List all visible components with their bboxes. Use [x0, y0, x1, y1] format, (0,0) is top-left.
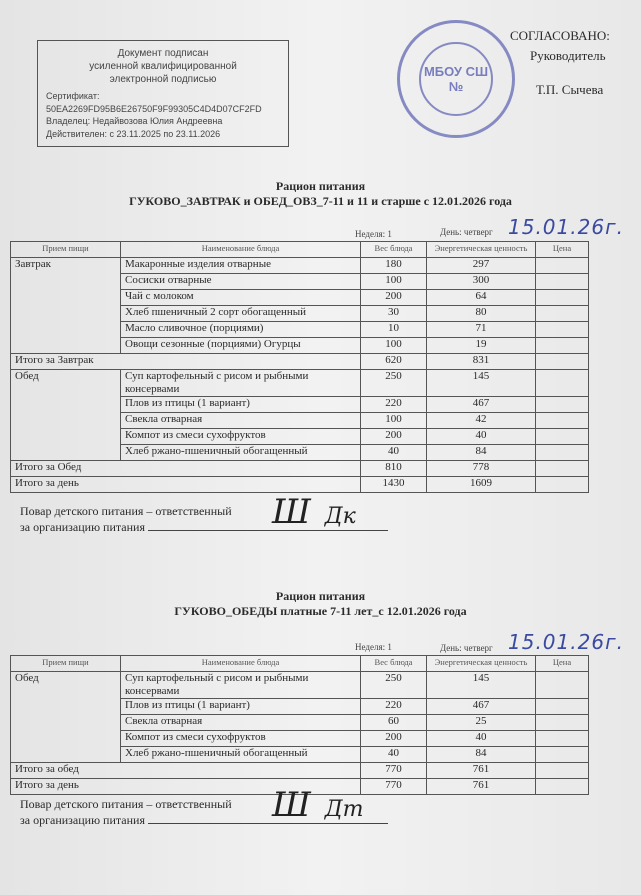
table-cell: 200 — [361, 731, 427, 747]
table-cell: Итого за Завтрак — [11, 354, 361, 370]
table-cell: Плов из птицы (1 вариант) — [121, 397, 361, 413]
col-header: Энергетическая ценность — [427, 242, 536, 258]
table-cell: 467 — [427, 699, 536, 715]
table-cell: 300 — [427, 274, 536, 290]
table-cell: Завтрак — [11, 258, 121, 354]
col-header: Наименование блюда — [121, 656, 361, 672]
cook-line1: Повар детского питания – ответственный — [20, 504, 232, 518]
table-cell: 810 — [361, 461, 427, 477]
sig-line: усиленной квалифицированной — [89, 61, 237, 72]
table-cell: 100 — [361, 413, 427, 429]
table-cell: 180 — [361, 258, 427, 274]
menu2-table — [10, 655, 589, 795]
price-cell — [536, 699, 589, 715]
table-cell: Овощи сезонные (порциями) Огурцы — [121, 338, 361, 354]
menu1-handwritten-date: 15.01.26г. — [508, 215, 624, 239]
school-stamp — [397, 20, 515, 138]
cert-owner: Владелец: Недайвозова Юлия Андреевна — [46, 116, 223, 126]
table-cell: Итого за день — [11, 779, 361, 795]
table-cell: Суп картофельный с рисом и рыбными консервами — [121, 672, 361, 699]
table-cell: 100 — [361, 274, 427, 290]
table-cell: 250 — [361, 370, 427, 397]
table-cell: 200 — [361, 429, 427, 445]
e-signature-box — [37, 40, 289, 147]
price-cell — [536, 715, 589, 731]
table-header — [11, 242, 589, 258]
table-cell: 30 — [361, 306, 427, 322]
table-cell: 42 — [427, 413, 536, 429]
price-cell — [536, 763, 589, 779]
table-cell: Чай с молоком — [121, 290, 361, 306]
table-cell: 84 — [427, 747, 536, 763]
stamp-text: МБОУ СШ № — [419, 42, 493, 116]
table-cell: 40 — [427, 429, 536, 445]
table-cell: 200 — [361, 290, 427, 306]
table-cell: Компот из смеси сухофруктов — [121, 731, 361, 747]
cook-line2: за организацию питания — [20, 520, 145, 534]
table-row — [11, 672, 589, 699]
price-cell — [536, 338, 589, 354]
table-cell: Компот из смеси сухофруктов — [121, 429, 361, 445]
table-cell: Масло сливочное (порциями) — [121, 322, 361, 338]
price-cell — [536, 354, 589, 370]
menu1-table — [10, 241, 589, 493]
sig-line: Документ подписан — [117, 48, 209, 59]
table-cell: 220 — [361, 699, 427, 715]
menu2-handwritten-date: 15.01.26г. — [508, 630, 624, 654]
col-header: Энергетическая ценность — [427, 656, 536, 672]
menu2-week: Неделя: 1 — [355, 642, 392, 652]
table-cell: Свекла отварная — [121, 413, 361, 429]
table-cell: 100 — [361, 338, 427, 354]
price-cell — [536, 779, 589, 795]
col-header: Прием пищи — [11, 656, 121, 672]
table-row — [11, 258, 589, 274]
approval-block — [510, 26, 610, 100]
price-cell — [536, 429, 589, 445]
table-cell: Свекла отварная — [121, 715, 361, 731]
col-header: Цена — [536, 242, 589, 258]
table-cell: Плов из птицы (1 вариант) — [121, 699, 361, 715]
table-cell: Хлеб ржано-пшеничный обогащенный — [121, 445, 361, 461]
table-cell: 250 — [361, 672, 427, 699]
price-cell — [536, 322, 589, 338]
col-header: Прием пищи — [11, 242, 121, 258]
table-header — [11, 656, 589, 672]
price-cell — [536, 413, 589, 429]
table-cell: 770 — [361, 763, 427, 779]
menu2-day: День: четверг — [440, 643, 493, 653]
sig-line: электронной подписью — [109, 74, 217, 85]
menu1-week: Неделя: 1 — [355, 229, 392, 239]
total-row — [11, 354, 589, 370]
table-cell: 145 — [427, 370, 536, 397]
table-cell: Хлеб пшеничный 2 сорт обогащенный — [121, 306, 361, 322]
menu1-subtitle: ГУКОВО_ЗАВТРАК и ОБЕД_ОВЗ_7-11 и 11 и старше с 12.01.2026 года — [129, 194, 512, 208]
table-cell: 40 — [361, 445, 427, 461]
price-cell — [536, 731, 589, 747]
cert-label: Сертификат: — [46, 91, 100, 101]
table-cell: 60 — [361, 715, 427, 731]
table-cell: Макаронные изделия отварные — [121, 258, 361, 274]
approval-title: СОГЛАСОВАНО: — [510, 28, 610, 43]
menu1-day: День: четверг — [440, 227, 493, 237]
handwritten-signature: Ш Дк — [272, 492, 356, 532]
table-cell: Обед — [11, 672, 121, 763]
table-cell: Итого за обед — [11, 763, 361, 779]
price-cell — [536, 370, 589, 397]
price-cell — [536, 445, 589, 461]
approval-role: Руководитель — [530, 48, 606, 63]
menu1-title: Рацион питания — [275, 179, 366, 193]
table-cell: 778 — [427, 461, 536, 477]
table-cell: Итого за Обед — [11, 461, 361, 477]
table-cell: Итого за день — [11, 477, 361, 493]
table-cell: 84 — [427, 445, 536, 461]
col-header: Цена — [536, 656, 589, 672]
table-cell: 220 — [361, 397, 427, 413]
price-cell — [536, 258, 589, 274]
price-cell — [536, 306, 589, 322]
table-row — [11, 370, 589, 397]
table-cell: 145 — [427, 672, 536, 699]
table-cell: 40 — [361, 747, 427, 763]
table-cell: Суп картофельный с рисом и рыбными консервами — [121, 370, 361, 397]
table-cell: 297 — [427, 258, 536, 274]
table-cell: 71 — [427, 322, 536, 338]
approval-name: Т.П. Сычева — [536, 82, 604, 97]
table-cell: 80 — [427, 306, 536, 322]
table-cell: 761 — [427, 763, 536, 779]
table-cell: 25 — [427, 715, 536, 731]
total-row — [11, 477, 589, 493]
cert-number: 50EA2269FD95B6E26750F9F99305C4D4D07CF2FD — [46, 103, 262, 114]
table-cell: 770 — [361, 779, 427, 795]
table-cell: Обед — [11, 370, 121, 461]
handwritten-signature: Ш Дт — [272, 785, 364, 825]
col-header: Вес блюда — [361, 242, 427, 258]
table-cell: 831 — [427, 354, 536, 370]
table-cell: 467 — [427, 397, 536, 413]
table-cell: 64 — [427, 290, 536, 306]
price-cell — [536, 477, 589, 493]
menu2-title: Рацион питания — [275, 589, 366, 603]
menu2-subtitle: ГУКОВО_ОБЕДЫ платные 7-11 лет_с 12.01.2026 года — [174, 604, 467, 618]
table-cell: Сосиски отварные — [121, 274, 361, 290]
price-cell — [536, 747, 589, 763]
table-cell: 1430 — [361, 477, 427, 493]
cert-validity: Действителен: с 23.11.2025 по 23.11.2026 — [46, 128, 221, 139]
table-cell: 620 — [361, 354, 427, 370]
table-cell: Хлеб ржано-пшеничный обогащенный — [121, 747, 361, 763]
cook-line2: за организацию питания — [20, 813, 145, 827]
col-header: Вес блюда — [361, 656, 427, 672]
price-cell — [536, 672, 589, 699]
price-cell — [536, 274, 589, 290]
col-header: Наименование блюда — [121, 242, 361, 258]
table-cell: 10 — [361, 322, 427, 338]
price-cell — [536, 290, 589, 306]
cook-line1: Повар детского питания – ответственный — [20, 797, 232, 811]
price-cell — [536, 461, 589, 477]
table-cell: 19 — [427, 338, 536, 354]
table-cell: 761 — [427, 779, 536, 795]
table-cell: 1609 — [427, 477, 536, 493]
total-row — [11, 461, 589, 477]
total-row — [11, 763, 589, 779]
price-cell — [536, 397, 589, 413]
table-cell: 40 — [427, 731, 536, 747]
